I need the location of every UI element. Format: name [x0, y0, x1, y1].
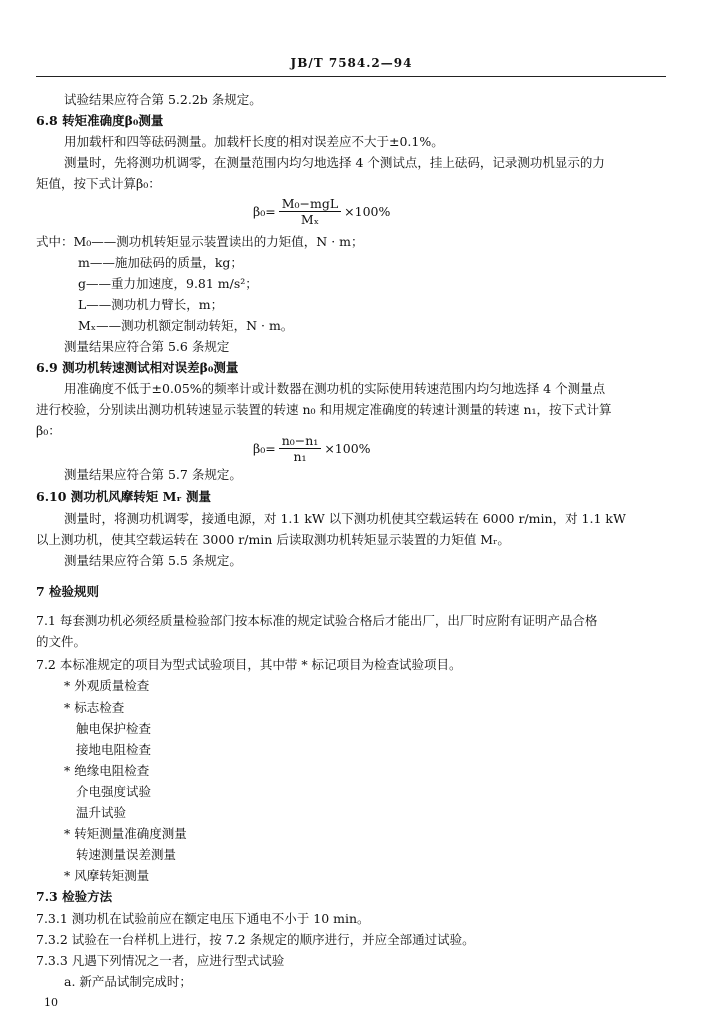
text-line: 测量时，先将测功机调零，在测量范围内均匀地选择 4 个测试点，挂上砝码，记录测功机显示的力 [64, 155, 605, 170]
formula-fraction [279, 433, 322, 464]
text-line: 7.2 本标准规定的项目为型式试验项目，其中带 * 标记项目为检查试验项目。 [36, 657, 462, 672]
text-line: 试验结果应符合第 5.2.2b 条规定。 [64, 92, 262, 107]
list-item: * 标志检查 [64, 700, 125, 715]
list-item: 触电保护检查 [76, 721, 152, 736]
text-line: 的文件。 [36, 634, 87, 649]
formula-denominator: n₁ [293, 449, 307, 464]
list-item: 接地电阻检查 [76, 742, 152, 757]
list-item: * 外观质量检查 [64, 678, 150, 693]
text-line: 测量结果应符合第 5.6 条规定 [64, 339, 230, 354]
text-line: L——测功机力臂长，m； [78, 297, 224, 312]
list-item: * 转矩测量准确度测量 [64, 826, 187, 841]
section-heading: 6.9 测功机转速测试相对误差β₀测量 [36, 360, 239, 375]
text-line: 用加载杆和四等砝码测量。加载杆长度的相对误差应不大于±0.1%。 [64, 134, 444, 149]
text-line: Mₓ——测功机额定制动转矩，N · m。 [78, 318, 294, 333]
section-heading: 6.8 转矩准确度β₀测量 [36, 113, 164, 128]
section-heading: 6.10 测功机风摩转矩 Mᵣ 测量 [36, 489, 212, 504]
list-item: * 绝缘电阻检查 [64, 763, 150, 778]
formula-torque-accuracy [253, 196, 390, 227]
text-line: 测量结果应符合第 5.7 条规定。 [64, 467, 242, 482]
header-rule [36, 76, 666, 77]
text-line: 7.1 每套测功机必须经质量检验部门按本标准的规定试验合格后才能出厂，出厂时应附有证明产品合格 [36, 613, 598, 628]
text-line: 以上测功机，使其空载运转在 3000 r/min 后读取测功机转矩显示装置的力矩值 Mᵣ。 [36, 532, 510, 547]
chapter-heading: 7 检验规则 [36, 584, 100, 599]
page-number: 10 [44, 996, 58, 1009]
standard-header: JB/T 7584.2—94 [290, 56, 413, 70]
section-heading: 7.3 检验方法 [36, 889, 113, 904]
text-line: 进行校验，分别读出测功机转速显示装置的转速 n₀ 和用规定准确度的转速计测量的转速 n₁，按下式计算 [36, 402, 612, 417]
list-item: a. 新产品试制完成时； [64, 974, 192, 989]
text-line: 7.3.2 试验在一台样机上进行，按 7.2 条规定的顺序进行，并应全部通过试验。 [36, 932, 475, 947]
text-line: 7.3.3 凡遇下列情况之一者，应进行型式试验 [36, 953, 285, 968]
formula-rhs: ×100% [324, 441, 371, 456]
formula-lhs: β₀= [253, 441, 276, 456]
formula-numerator: M₀−mgL [279, 196, 341, 212]
text-line: 7.3.1 测功机在试验前应在额定电压下通电不小于 10 min。 [36, 911, 370, 926]
text-line: 矩值，按下式计算β₀： [36, 176, 161, 191]
list-item: * 风摩转矩测量 [64, 868, 150, 883]
formula-speed-error [253, 433, 371, 464]
list-item: 介电强度试验 [76, 784, 152, 799]
formula-lhs: β₀= [253, 204, 276, 219]
text-line: m——施加砝码的质量，kg； [78, 255, 243, 270]
text-line: g——重力加速度，9.81 m/s²； [78, 276, 258, 291]
formula-denominator: Mₓ [300, 212, 319, 227]
text-line: 用准确度不低于±0.05%的频率计或计数器在测功机的实际使用转速范围内均匀地选择 4 个测量点 [64, 381, 606, 396]
list-item: 温升试验 [76, 805, 127, 820]
formula-rhs: ×100% [344, 204, 391, 219]
text-line: 测量时，将测功机调零，接通电源，对 1.1 kW 以下测功机使其空载运转在 6000 r/min，对 1.1 kW [64, 511, 626, 526]
formula-numerator: n₀−n₁ [279, 433, 322, 449]
text-line: 式中：M₀——测功机转矩显示装置读出的力矩值，N · m； [36, 234, 364, 249]
text-line: 测量结果应符合第 5.5 条规定。 [64, 553, 242, 568]
formula-fraction [279, 196, 341, 227]
list-item: 转速测量误差测量 [76, 847, 177, 862]
text-line: β₀： [36, 423, 61, 438]
